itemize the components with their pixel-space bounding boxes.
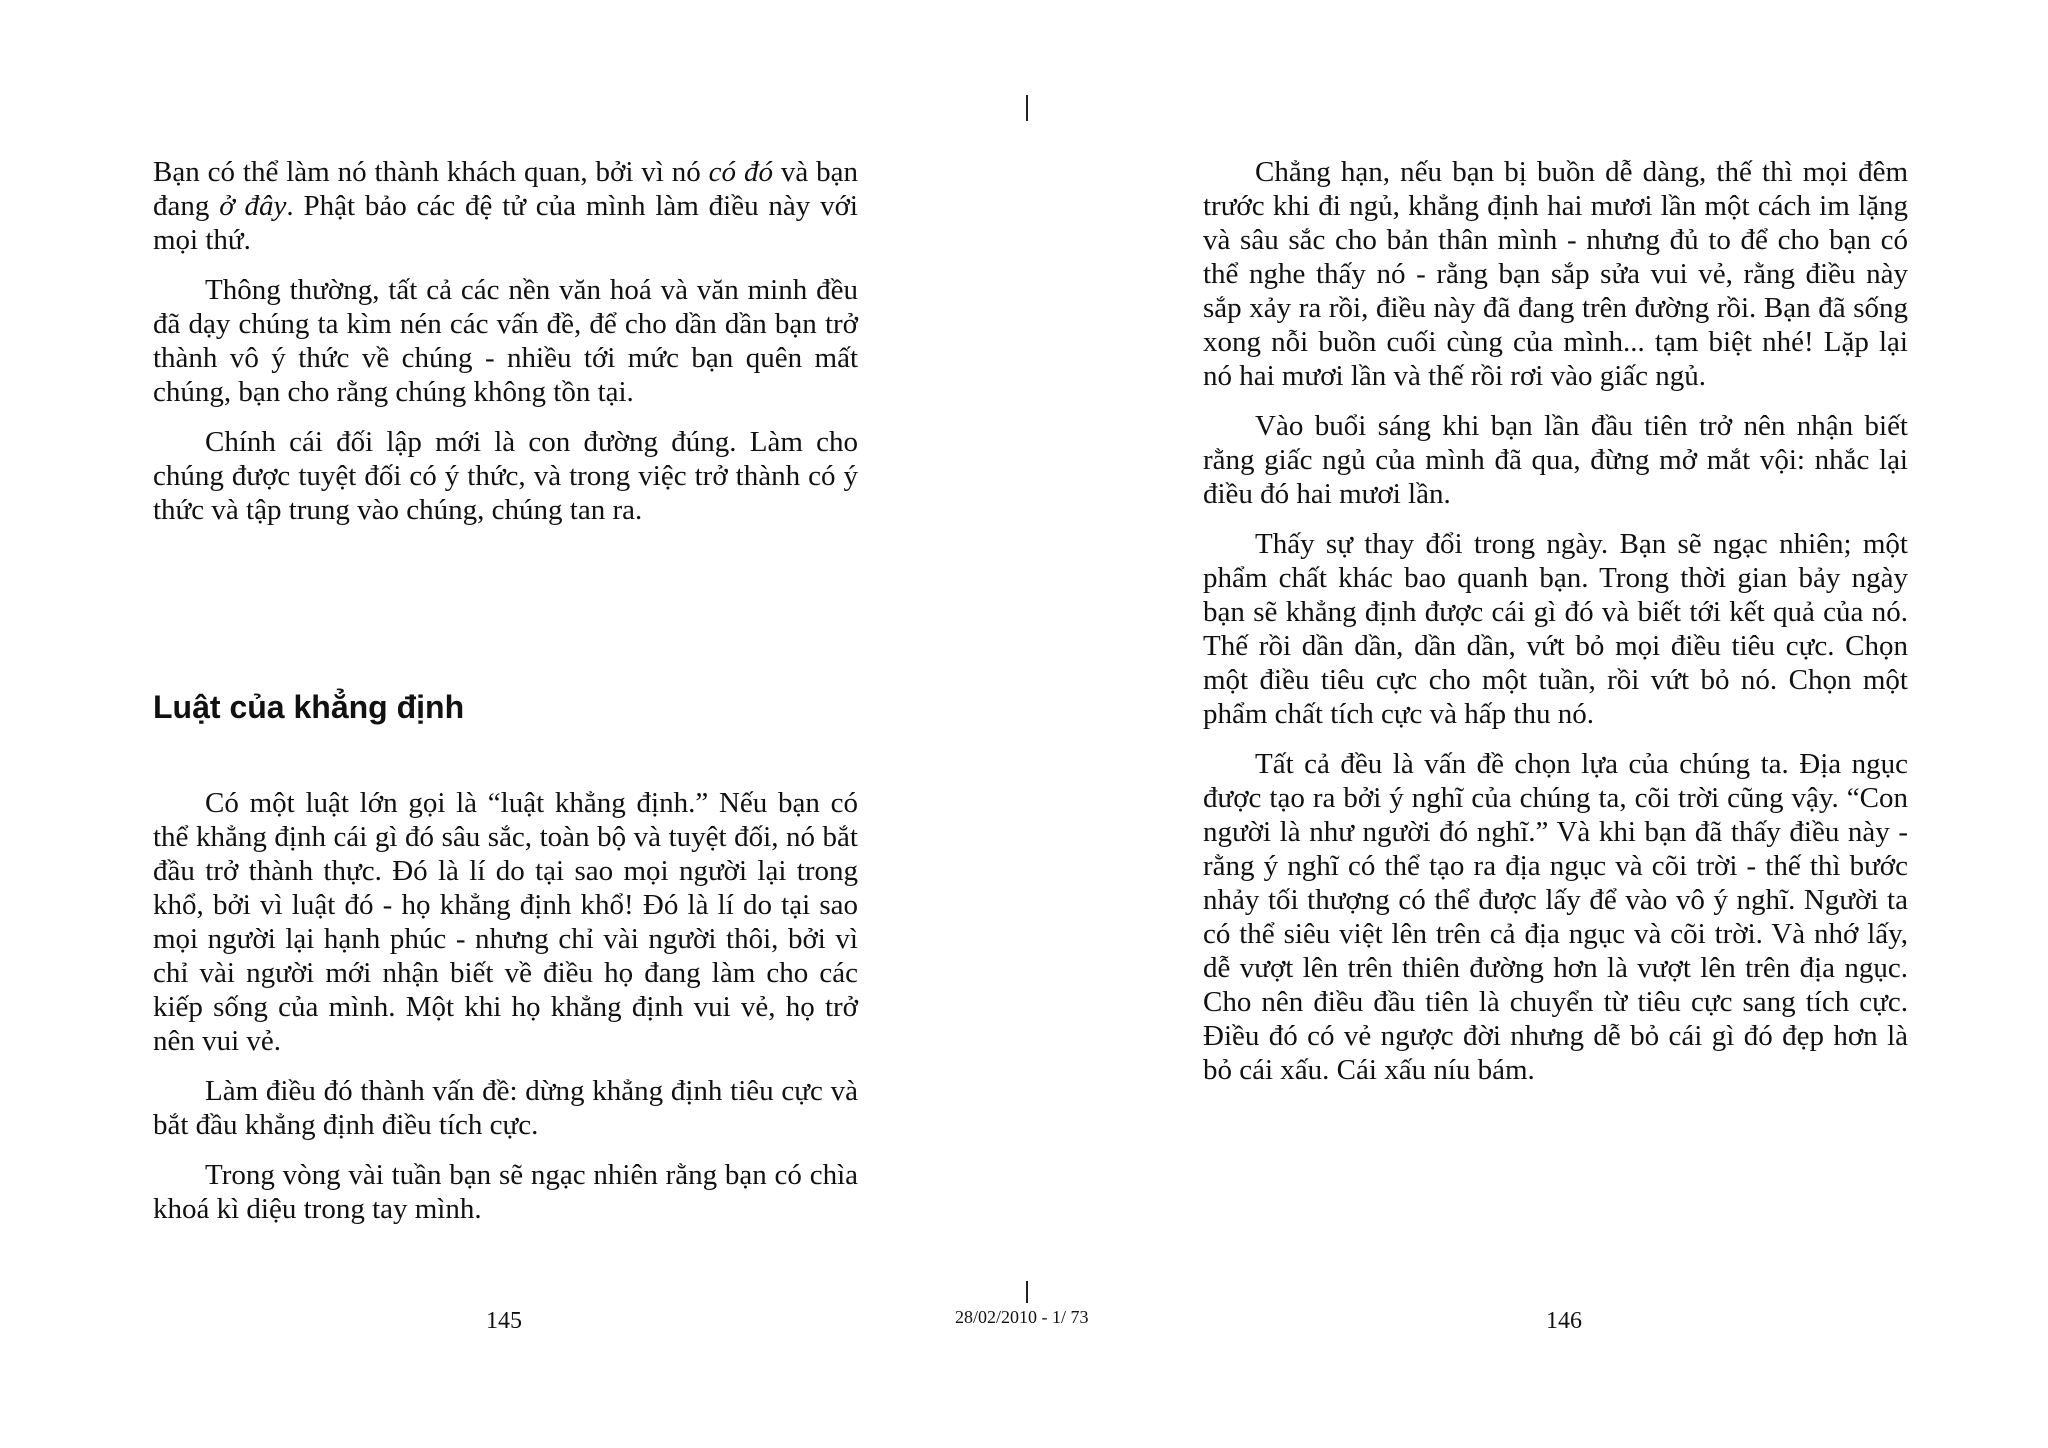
page-divider-mark-top [1026, 95, 1028, 121]
left-section-paragraph-2: Làm điều đó thành vấn đề: dừng khẳng định tiêu cực và bắt đầu khẳng định điều tích cực. [153, 1075, 858, 1141]
left-page-section-body [153, 786, 858, 1242]
left-page-intro [153, 155, 858, 543]
page-number-left: 145 [486, 1308, 522, 1334]
right-paragraph-4: Tất cả đều là vấn đề chọn lựa của chúng ta. Địa ngục được tạo ra bởi ý nghĩ của chúng ta, cõi trời cũng vậy. “Con người là như người đó nghĩ.” Và khi bạn đã thấy điều này - rằng ý nghĩ có thể tạo ra địa ngục và cõi trời - thế thì bước nhảy tối thượng có thể được lấy để vào vô ý nghĩ. Người ta có thể siêu việt lên trên cả địa ngục và cõi trời. Và nhớ lấy, dễ vượt lên trên thiên đường hơn là vượt lên trên địa ngục. Cho nên điều đầu tiên là chuyển từ tiêu cực sang tích cực. Điều đó có vẻ ngược đời nhưng dễ bỏ cái gì đó đẹp hơn là bỏ cái xấu. Cái xấu níu bám. [1203, 748, 1908, 1086]
left-paragraph-3: Chính cái đối lập mới là con đường đúng. Làm cho chúng được tuyệt đối có ý thức, và trong việc trở thành có ý thức và tập trung vào chúng, chúng tan ra. [153, 426, 858, 526]
left-paragraph-1: Bạn có thể làm nó thành khách quan, bởi vì nó có đó và bạn đang ở đây. Phật bảo các đệ tử của mình làm điều này với mọi thứ. [153, 156, 858, 256]
left-paragraph-2: Thông thường, tất cả các nền văn hoá và văn minh đều đã dạy chúng ta kìm nén các vấn đề, để cho dần dần bạn trở thành vô ý thức về chúng - nhiều tới mức bạn quên mất chúng, bạn cho rằng chúng không tồn tại. [153, 274, 858, 408]
right-paragraph-2: Vào buổi sáng khi bạn lần đầu tiên trở nên nhận biết rằng giấc ngủ của mình đã qua, đừng mở mắt vội: nhắc lại điều đó hai mươi lần. [1203, 410, 1908, 510]
right-paragraph-3: Thấy sự thay đổi trong ngày. Bạn sẽ ngạc nhiên; một phẩm chất khác bao quanh bạn. Trong thời gian bảy ngày bạn sẽ khẳng định được cái gì đó và biết tới kết quả của nó. Thế rồi dần dần, dần dần, vứt bỏ mọi điều tiêu cực. Chọn một điều tiêu cực cho một tuần, rồi vứt bỏ nó. Chọn một phẩm chất tích cực và hấp thu nó. [1203, 528, 1908, 730]
right-paragraph-1: Chẳng hạn, nếu bạn bị buồn dễ dàng, thế thì mọi đêm trước khi đi ngủ, khẳng định hai mươi lần một cách im lặng và sâu sắc cho bản thân mình - nhưng đủ to để cho bạn có thể nghe thấy nó - rằng bạn sắp sửa vui vẻ, rằng điều này sắp xảy ra rồi, điều này đã đang trên đường rồi. Bạn đã sống xong nỗi buồn cuối cùng của mình... tạm biệt nhé! Lặp lại nó hai mươi lần và thế rồi rơi vào giấc ngủ. [1203, 156, 1908, 392]
left-section-paragraph-1: Có một luật lớn gọi là “luật khẳng định.” Nếu bạn có thể khẳng định cái gì đó sâu sắc, toàn bộ và tuyệt đối, nó bắt đầu trở thành thực. Đó là lí do tại sao mọi người lại trong khổ, bởi vì luật đó - họ khẳng định khổ! Đó là lí do tại sao mọi người lại hạnh phúc - nhưng chỉ vài người thôi, bởi vì chỉ vài người mới nhận biết về điều họ đang làm cho các kiếp sống của mình. Một khi họ khẳng định vui vẻ, họ trở nên vui vẻ. [153, 787, 858, 1057]
left-section-paragraph-3: Trong vòng vài tuần bạn sẽ ngạc nhiên rằng bạn có chìa khoá kì diệu trong tay mình. [153, 1159, 858, 1225]
page-number-right: 146 [1546, 1308, 1582, 1334]
section-heading: Luật của khẳng định [153, 689, 465, 725]
page-divider-mark-bottom [1026, 1281, 1028, 1303]
footer-date: 28/02/2010 - 1/ 73 [955, 1307, 1089, 1327]
right-page-body [1203, 155, 1908, 1103]
